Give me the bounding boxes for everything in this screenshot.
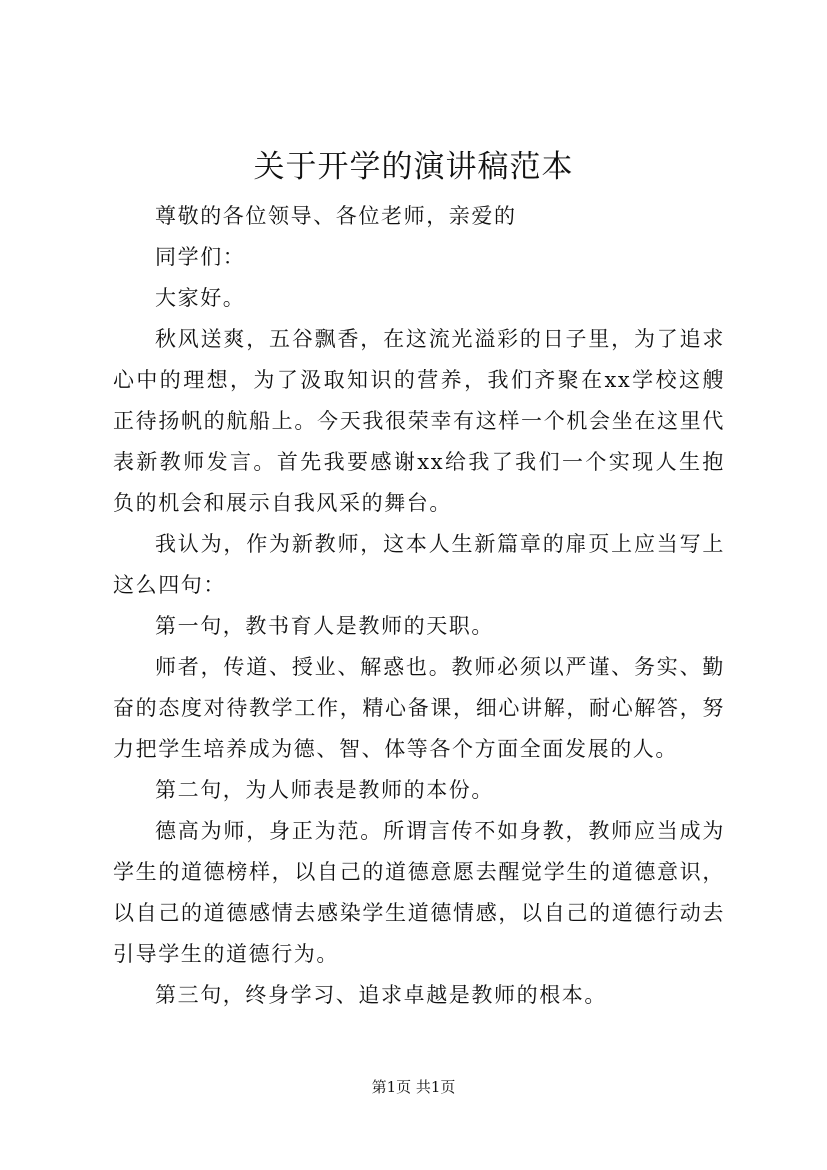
document-body <box>113 196 725 1016</box>
body-paragraph: 德高为师，身正为范。所谓言传不如身教，教师应当成为学生的道德榜样，以自己的道德意愿去醒觉学生的道德意识，以自己的道德感情去感染学生道德情感，以自己的道德行动去引导学生的道德行为。 <box>113 819 725 966</box>
section-heading-1: 第一句，教书育人是教师的天职。 <box>155 614 494 638</box>
page-footer: 第1页 共1页 <box>371 1078 456 1096</box>
body-paragraph: 师者，传道、授业、解惑也。教师必须以严谨、务实、勤奋的态度对待教学工作，精心备课，细心讲解，耐心解答，努力把学生培养成为德、智、体等各个方面全面发展的人。 <box>113 655 725 761</box>
body-paragraph: 我认为，作为新教师，这本人生新篇章的扉页上应当写上这么四句： <box>113 532 725 597</box>
salutation-line-2: 同学们： <box>155 245 246 269</box>
body-paragraph: 秋风送爽，五谷飘香，在这流光溢彩的日子里，为了追求心中的理想，为了汲取知识的营养，我们齐聚在xx学校这艘正待扬帆的航船上。今天我很荣幸有这样一个机会坐在这里代表新教师发言。首先我要感谢xx给我了我们一个实现人生抱负的机会和展示自我风采的舞台。 <box>113 327 725 515</box>
salutation-line-1: 尊敬的各位领导、各位老师，亲爱的 <box>155 204 517 228</box>
section-heading-3: 第三句，终身学习、追求卓越是教师的根本。 <box>155 983 607 1007</box>
greeting-paragraph: 大家好。 <box>155 286 246 310</box>
section-heading-2: 第二句，为人师表是教师的本份。 <box>155 778 494 802</box>
document-title: 关于开学的演讲稿范本 <box>253 149 574 185</box>
